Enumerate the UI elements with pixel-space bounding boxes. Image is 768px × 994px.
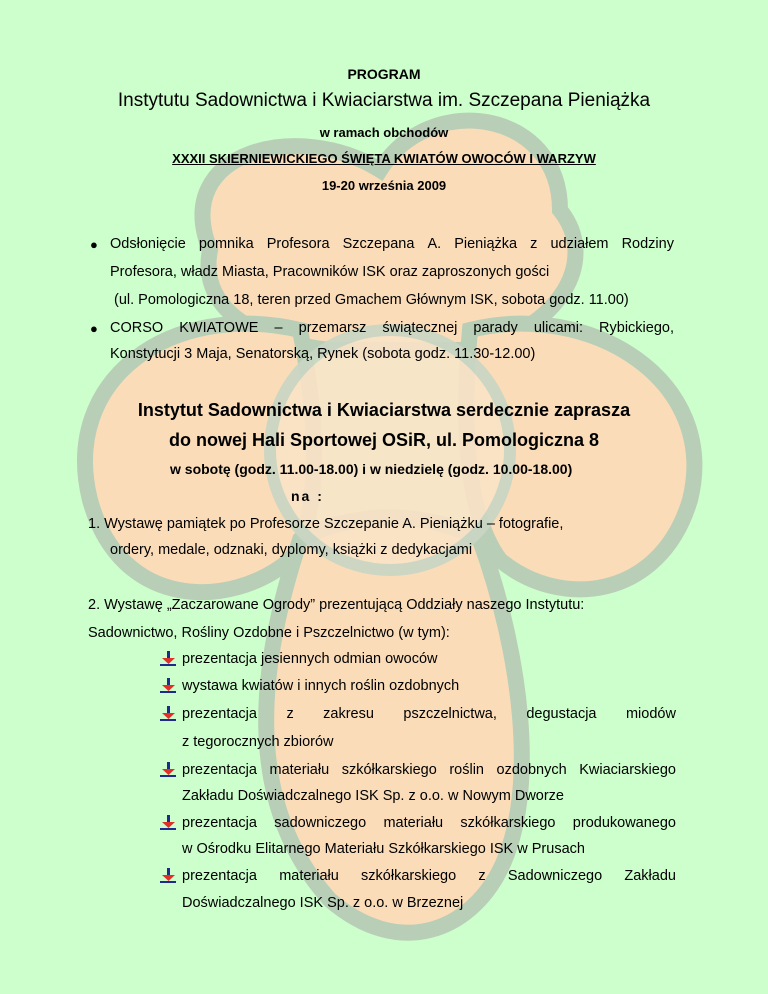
item-2-line-1: 2. Wystawę „Zaczarowane Ogrody” prezentującą Oddziały naszego Instytutu: <box>88 597 585 613</box>
na-label: na : <box>291 488 324 504</box>
bullet-1-line-2: Profesora, władz Miasta, Pracowników ISK oraz zaproszonych gości <box>110 264 550 280</box>
arrow-down-right-icon <box>160 868 176 884</box>
bullet-dot-icon: ● <box>90 321 98 336</box>
subitem-5-line-2: w Ośrodku Elitarnego Materiału Szkółkarskiego ISK w Prusach <box>182 841 585 857</box>
item-2-line-2: Sadownictwo, Rośliny Ozdobne i Pszczelnictwo (w tym): <box>88 625 450 641</box>
arrow-down-right-icon <box>160 815 176 831</box>
item-1-line-1: 1. Wystawę pamiątek po Profesorze Szczepanie A. Pieniążku – fotografie, <box>88 516 564 532</box>
program-title: PROGRAM <box>347 66 421 82</box>
subitem-3-line-1: prezentacja z zakresu pszczelnictwa, degustacja miodów <box>182 706 676 722</box>
institute-name: Instytutu Sadownictwa i Kwiaciarstwa im. Szczepana Pieniążka <box>117 90 651 111</box>
subitem-6-line-1: prezentacja materiału szkółkarskiego z Sadowniczego Zakładu <box>182 868 676 884</box>
arrow-down-right-icon <box>160 762 176 778</box>
bullet-1-line-3: (ul. Pomologiczna 18, teren przed Gmachem Głównym ISK, sobota godz. 11.00) <box>114 292 629 308</box>
subitem-3-line-2: z tegorocznych zbiorów <box>182 734 334 750</box>
bullet-2-line-2: Konstytucji 3 Maja, Senatorską, Rynek (sobota godz. 11.30-12.00) <box>110 346 536 362</box>
subitem-6-line-2: Doświadczalnego ISK Sp. z o.o. w Brzeznej <box>182 895 464 911</box>
bullet-2-line-1: CORSO KWIATOWE – przemarsz świątecznej parady ulicami: Rybickiego, <box>110 320 674 336</box>
arrow-down-right-icon <box>160 678 176 694</box>
arrow-down-right-icon <box>160 651 176 667</box>
item-1-line-2: ordery, medale, odznaki, dyplomy, książki z dedykacjami <box>110 542 473 558</box>
subitem-1: prezentacja jesiennych odmian owoców <box>182 651 438 667</box>
subitem-4-line-1: prezentacja materiału szkółkarskiego roślin ozdobnych Kwiaciarskiego <box>182 762 676 778</box>
subitem-5-line-1: prezentacja sadowniczego materiału szkółkarskiego produkowanego <box>182 815 676 831</box>
context-line: w ramach obchodów <box>319 125 449 140</box>
opening-hours: w sobotę (godz. 11.00-18.00) i w niedzielę (godz. 10.00-18.00) <box>170 461 573 477</box>
invitation-line-1: Instytut Sadownictwa i Kwiaciarstwa serdecznie zaprasza <box>137 400 631 420</box>
subitem-2: wystawa kwiatów i innych roślin ozdobnych <box>182 678 460 694</box>
bullet-dot-icon: ● <box>90 237 98 252</box>
subitem-4-line-2: Zakładu Doświadczalnego ISK Sp. z o.o. w Nowym Dworze <box>182 788 564 804</box>
event-dates: 19-20 września 2009 <box>321 178 447 193</box>
arrow-down-right-icon <box>160 706 176 722</box>
event-name: XXXII SKIERNIEWICKIEGO ŚWIĘTA KWIATÓW OWOCÓW I WARZYW <box>172 151 596 166</box>
invitation-line-2: do nowej Hali Sportowej OSiR, ul. Pomologiczna 8 <box>168 430 600 450</box>
bullet-1-line-1: Odsłonięcie pomnika Profesora Szczepana A. Pieniążka z udziałem Rodziny <box>110 236 674 252</box>
